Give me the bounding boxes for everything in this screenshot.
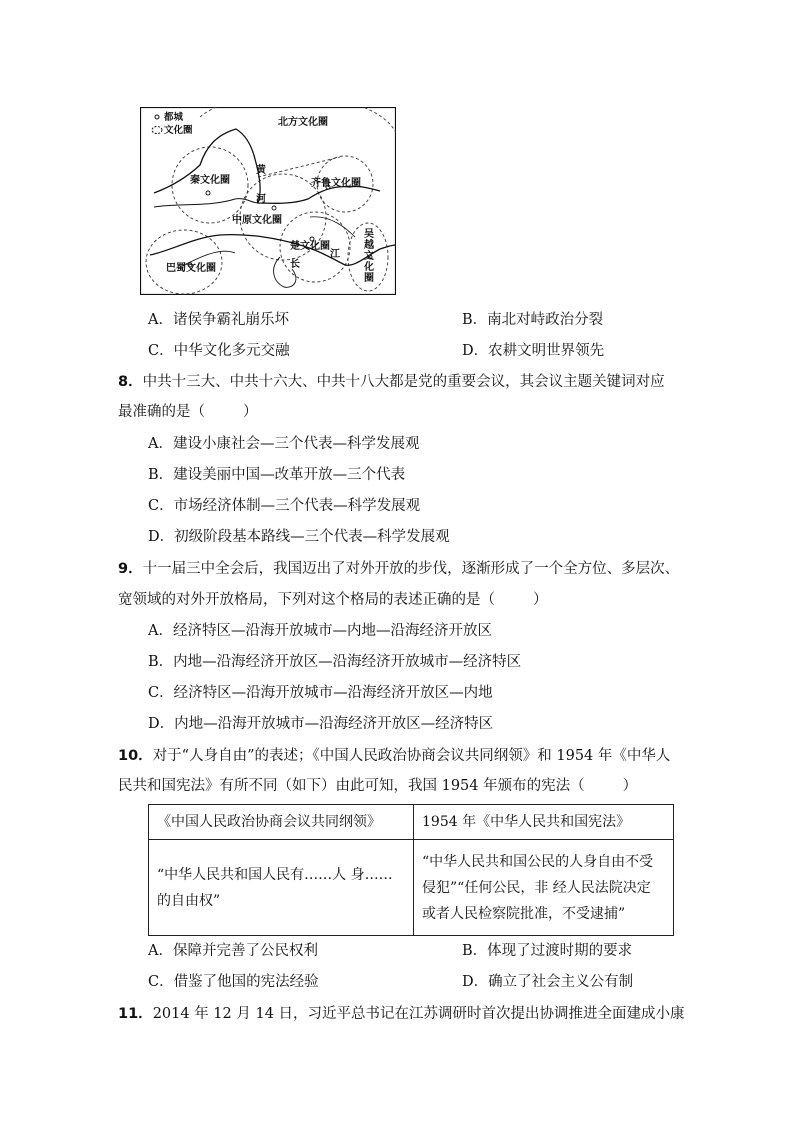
- q10-option-b[interactable]: B．体现了过渡时期的要求: [462, 943, 633, 959]
- label-yellow-river-2: 河: [256, 194, 266, 205]
- constitution-comparison-table: [148, 804, 674, 936]
- label-chu: 楚文化圈: [290, 241, 330, 252]
- q9-text-1: 十一届三中全会后，我国迈出了对外开放的步伐，逐渐形成了一个全方位、多层次、: [142, 561, 680, 577]
- table-body-row: [149, 840, 674, 936]
- culture-circle-map: [140, 107, 396, 295]
- capital-zhongyuan: [272, 206, 276, 210]
- label-yangtze-1: 长: [290, 259, 300, 270]
- q9-stem-line2: [118, 590, 548, 610]
- q7-option-a[interactable]: A．诸侯争霸礼崩乐坏: [148, 312, 289, 328]
- q8-text-1: 中共十三大、中共十六大、中共十八大都是党的重要会议，其会议主题关键词对应: [142, 374, 665, 390]
- q9-option-a[interactable]: A．经济特区—沿海开放城市—内地—沿海经济开放区: [148, 623, 492, 639]
- q8-option-d[interactable]: D．初级阶段基本路线—三个代表—科学发展观: [148, 529, 450, 545]
- q9-number: 9．: [118, 561, 143, 577]
- label-yellow-river-1: 黄: [256, 165, 266, 176]
- q9-stem-line1: [118, 559, 679, 579]
- table-cell-right: [414, 840, 674, 936]
- q11-stem-line1: [118, 1004, 685, 1024]
- cell-right-line2: 侵犯”“任何公民，非 经人民法院决定: [422, 879, 651, 896]
- q9-option-d[interactable]: D．内地—沿海开放城市—沿海经济开放区—经济特区: [148, 716, 494, 732]
- q11-text-1: 2014 年 12 月 14 日，习近平总书记在江苏调研时首次提出协调推进全面建成小康: [152, 1006, 685, 1022]
- map-svg: [140, 107, 396, 295]
- q7-option-d[interactable]: D．农耕文明世界领先: [462, 343, 605, 359]
- capital-qin: [206, 191, 210, 195]
- table-cell-left: [149, 840, 414, 936]
- label-wuyue: [363, 227, 374, 284]
- legend-circle: 文化圈: [164, 125, 193, 136]
- wuyue-char: 文: [364, 251, 374, 262]
- q8-number: 8．: [118, 374, 143, 390]
- legend-capital: 都城: [164, 112, 184, 123]
- q7-option-b[interactable]: B．南北对峙政治分裂: [462, 312, 604, 328]
- q8-close: ）: [243, 404, 258, 420]
- q8-option-c[interactable]: C．市场经济体制—三个代表—科学发展观: [148, 498, 421, 514]
- label-yangtze-2: 江: [330, 249, 340, 260]
- q11-number: 11．: [118, 1006, 153, 1022]
- wuyue-char: 吴: [364, 229, 374, 240]
- q10-number: 10．: [118, 748, 153, 764]
- q8-stem-line1: [118, 372, 665, 392]
- label-north: 北方文化圈: [278, 117, 328, 128]
- wuyue-char: 化: [364, 262, 374, 273]
- label-wuyue-vertical: [363, 227, 374, 284]
- q10-stem-line1: [118, 746, 670, 766]
- q9-text-2: 宽领域的对外开放格局，下列对这个格局的表述正确的是（: [118, 592, 495, 608]
- cell-left-line2: 的自由权”: [157, 892, 221, 909]
- q9-close: ）: [533, 592, 548, 608]
- q10-text-1: 对于“人身自由”的表述；《中国人民政治协商会议共同纲领》和 1954 年《中华人: [152, 748, 671, 764]
- q8-text-2: 最准确的是（: [118, 404, 205, 420]
- q10-option-a[interactable]: A．保障并完善了公民权利: [148, 943, 318, 959]
- q9-option-b[interactable]: B．内地—沿海经济开放区—沿海经济开放城市—经济特区: [148, 654, 522, 670]
- label-qin: 秦文化圈: [190, 175, 230, 186]
- wuyue-char: 圈: [364, 273, 374, 284]
- q10-stem-line2: [118, 776, 637, 796]
- wuyue-char: 越: [364, 240, 374, 251]
- cell-left-line1: “中华人民共和国人民有……人 身……: [157, 866, 393, 883]
- cell-right-line1: “中华人民共和国公民的人身自由不受: [422, 853, 654, 870]
- table-header-left: 《中国人民政治协商会议共同纲领》: [149, 805, 414, 840]
- label-qilu: 齐鲁文化圈: [311, 178, 361, 189]
- table-header-right: 1954 年《中华人民共和国宪法》: [414, 805, 674, 840]
- table-header-row: [149, 805, 674, 840]
- q8-option-a[interactable]: A．建设小康社会—三个代表—科学发展观: [148, 436, 420, 452]
- q10-close: ）: [622, 778, 638, 794]
- label-zhongyuan: 中原文化圈: [232, 215, 282, 226]
- cell-right-line3: 或者人民检察院批准，不受逮捕”: [422, 905, 626, 922]
- q8-stem-line2: [118, 402, 258, 422]
- q7-option-c[interactable]: C．中华文化多元交融: [148, 343, 290, 359]
- q10-option-d[interactable]: D．确立了社会主义公有制: [462, 974, 634, 990]
- q10-text-2: 民共和国宪法》有所不同（如下）由此可知，我国 1954 年颁布的宪法（: [118, 778, 585, 794]
- q9-option-c[interactable]: C．经济特区—沿海开放城市—沿海经济开放区—内地: [148, 685, 493, 701]
- q10-option-c[interactable]: C．借鉴了他国的宪法经验: [148, 974, 319, 990]
- q8-option-b[interactable]: B．建设美丽中国—改革开放—三个代表: [148, 467, 406, 483]
- label-bashu: 巴蜀文化圈: [166, 263, 216, 274]
